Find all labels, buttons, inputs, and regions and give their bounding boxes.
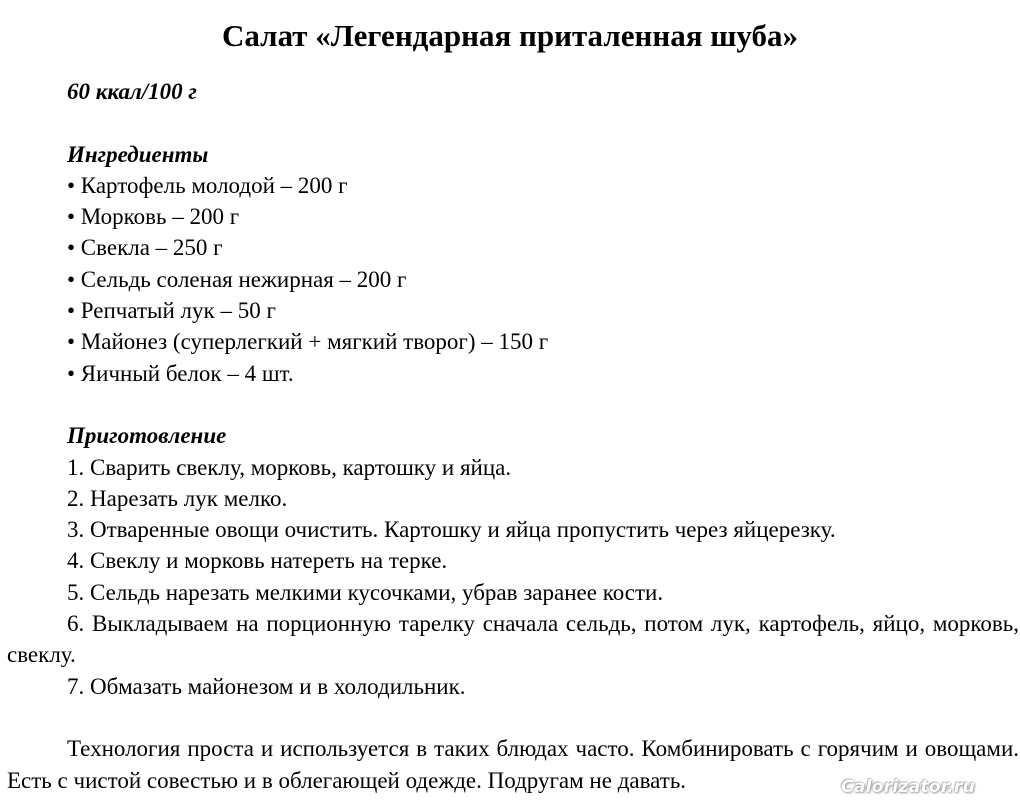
ingredient-item: • Свекла – 250 г xyxy=(67,235,223,261)
spacer xyxy=(7,702,1019,733)
ingredient-item: • Майонез (суперлегкий + мягкий творог) – 150 г xyxy=(67,329,549,355)
ingredient-item: • Яичный белок – 4 шт. xyxy=(67,360,294,386)
preparation-step: 1. Сварить свеклу, морковь, картошку и яйца. xyxy=(67,454,512,480)
spacer xyxy=(7,389,1019,420)
preparation-step: 2. Нарезать лук мелко. xyxy=(67,485,288,511)
recipe-body xyxy=(7,76,1019,796)
preparation-step: 6. Выкладываем на порционную тарелку сначала сельдь, потом лук, картофель, яйцо, морковь, свеклу. xyxy=(7,611,1019,668)
preparation-step: 7. Обмазать майонезом и в холодильник. xyxy=(67,673,466,699)
spacer xyxy=(7,107,1019,138)
closing-note: Технология проста и используется в таких блюдах часто. Комбинировать с горячим и овощами. Есть с чистой совестью и в облегающей одежде. Подругам не давать. xyxy=(7,736,1019,793)
calories-line: 60 ккал/100 г xyxy=(67,79,197,104)
preparation-step: 3. Отваренные овощи очистить. Картошку и яйца пропустить через яйцерезку. xyxy=(67,517,836,543)
preparation-heading: Приготовление xyxy=(67,423,227,449)
ingredient-item: • Репчатый лук – 50 г xyxy=(67,298,276,324)
preparation-step: 5. Сельдь нарезать мелкими кусочками, убрав заранее кости. xyxy=(67,579,664,605)
ingredient-item: • Морковь – 200 г xyxy=(67,204,240,230)
recipe-title: Салат «Легендарная приталенная шуба» xyxy=(222,18,798,53)
watermark-logo: Calorizator.ru xyxy=(841,777,975,797)
preparation-step: 4. Свеклу и морковь натереть на терке. xyxy=(67,548,448,574)
ingredients-heading: Ингредиенты xyxy=(67,141,209,167)
ingredient-item: • Картофель молодой – 200 г xyxy=(67,172,348,198)
ingredient-item: • Сельдь соленая нежирная – 200 г xyxy=(67,266,407,292)
